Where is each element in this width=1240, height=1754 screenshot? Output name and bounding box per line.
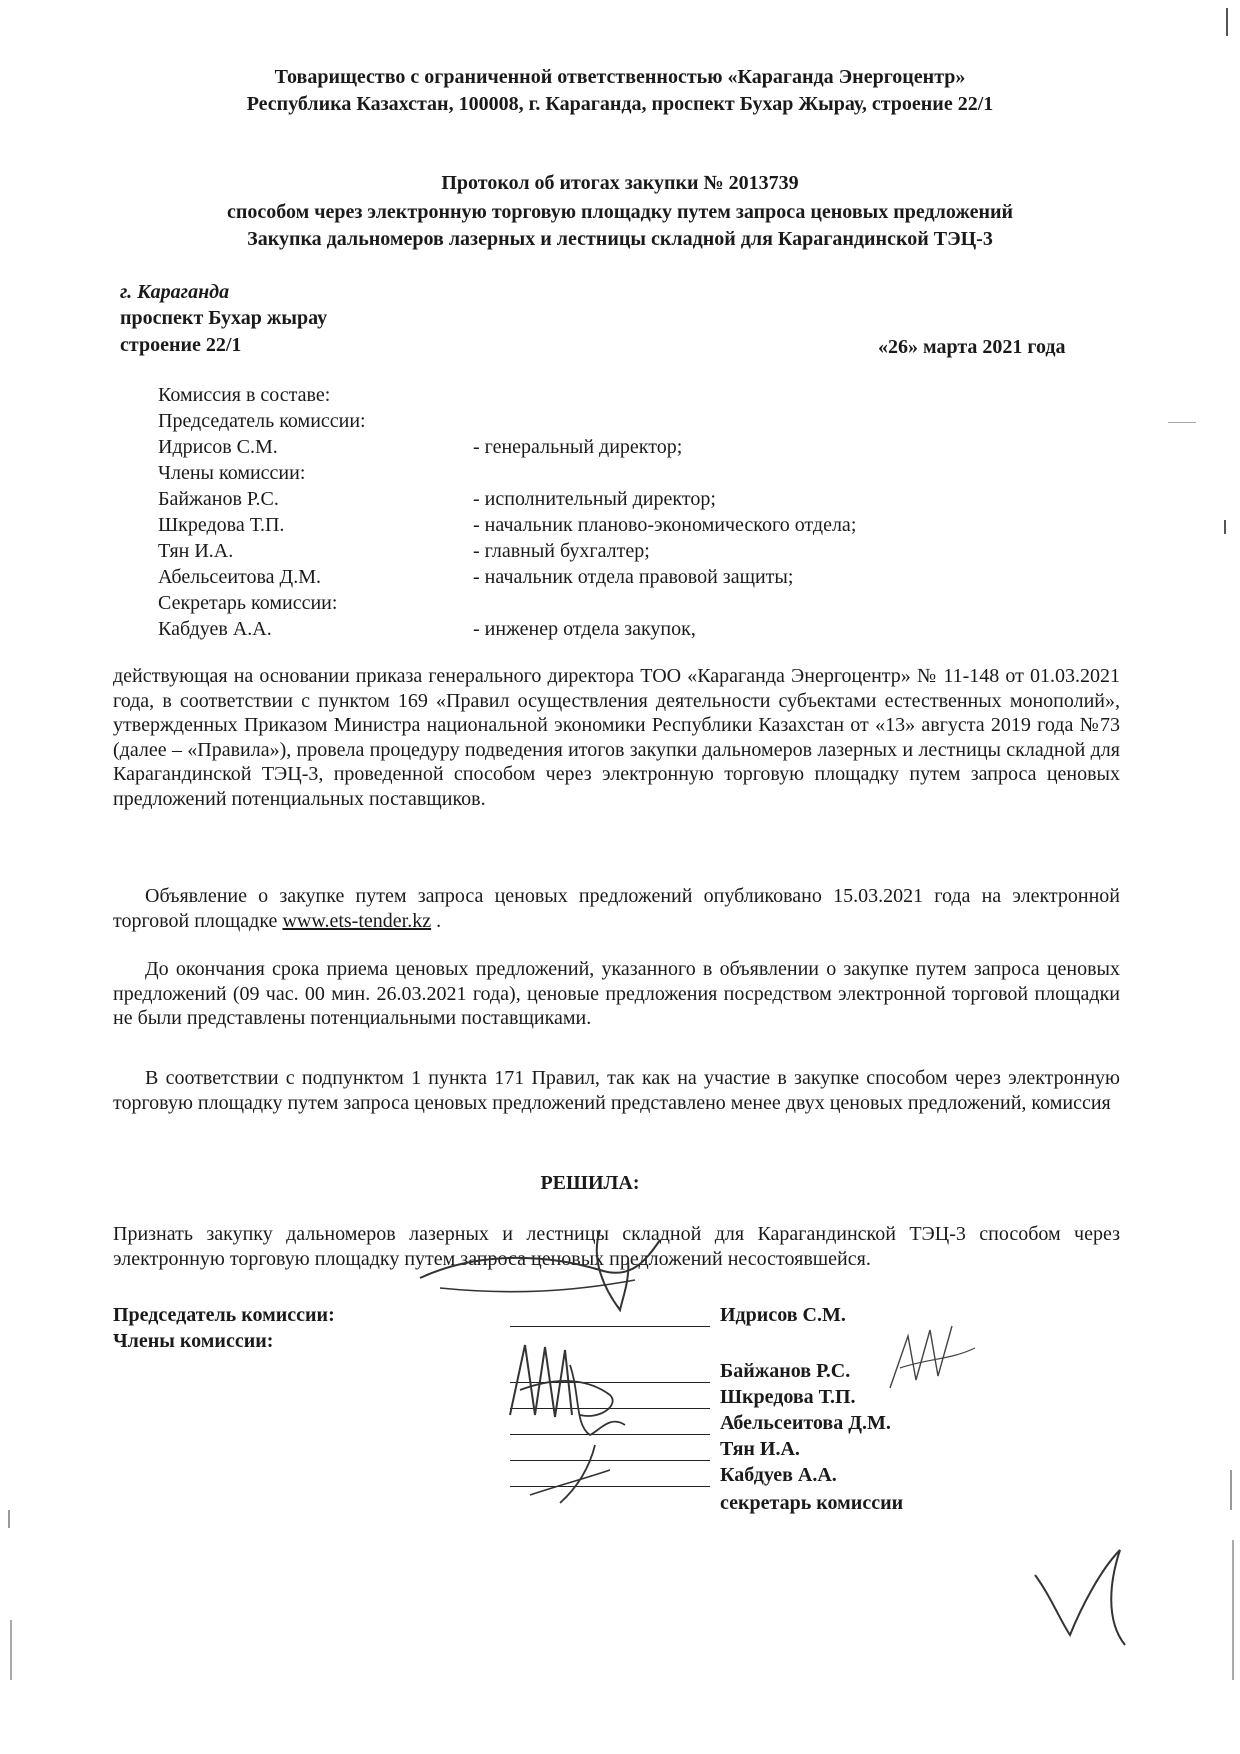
place-city: г. Караганда [120,281,230,303]
scan-artifact [10,1620,12,1680]
member-name: Абельсеитова Д.М. [158,566,321,588]
chair-label: Председатель комиссии: [158,410,366,432]
member-role: - начальник отдела правовой защиты; [473,566,794,588]
sign-secretary-role: секретарь комиссии [720,1492,904,1514]
member-name: Тян И.А. [158,540,234,562]
protocol-subject: Закупка дальномеров лазерных и лестницы складной для Карагандинской ТЭЦ-3 [247,228,993,250]
secretary-name: Кабдуев А.А. [158,618,272,640]
secretary-role: - инженер отдела закупок, [473,618,696,640]
chair-name: Идрисов С.М. [158,436,278,458]
decision-heading: РЕШИЛА: [540,1172,640,1194]
rule-paragraph: В соответствии с подпунктом 1 пункта 171 Правил, так как на участие в закупке способом через электронную торговую площадку путем запроса ценовых предложений представлено менее двух ценовых предложений, комиссия [113,1067,1120,1114]
basis-paragraph: действующая на основании приказа генерального директора ТОО «Караганда Энергоцентр» № 11-148 от 01.03.2021 года, в соответствии с пунктом 169 «Правил осуществления деятельности субъектами естественных монополий», утвержденных Приказом Министра национальной экономики Республики Казахстан от «13» августа 2019 года №73 (далее – «Правила»), провела процедуру подведения итогов закупки дальномеров лазерных и лестницы складной для Карагандинской ТЭЦ-3, проведенной способом через электронную торговую площадку путем запроса ценовых предложений потенциальных поставщиков. [113,665,1120,810]
sign-members-label: Члены комиссии: [113,1330,274,1352]
announcement-paragraph [113,884,1120,933]
sign-member-name: Тян И.А. [720,1438,800,1460]
members-label: Члены комиссии: [158,462,306,484]
commission-heading: Комиссия в составе: [158,384,331,406]
sign-member-name: Байжанов Р.С. [720,1360,851,1382]
scan-artifact [1232,1540,1234,1680]
scan-artifact [1226,8,1228,36]
sign-member-name: Кабдуев А.А. [720,1464,837,1486]
scan-artifact [1224,520,1226,534]
organization-address: Республика Казахстан, 100008, г. Караганда, проспект Бухар Жырау, строение 22/1 [246,93,994,115]
protocol-date: «26» марта 2021 года [878,336,1066,358]
sign-member-name: Шкредова Т.П. [720,1386,856,1408]
sign-chair-label: Председатель комиссии: [113,1304,335,1326]
scan-artifact [1230,1470,1232,1510]
place-street: проспект Бухар жырау [120,307,328,329]
member-role: - исполнительный директор; [473,488,716,510]
chair-signature-image [390,1200,700,1320]
decision-paragraph: Признать закупку дальномеров лазерных и лестницы складной для Карагандинской ТЭЦ-3 способом через электронную торговую площадку путем запроса ценовых предложений несостоявшейся. [113,1223,1120,1270]
sign-chair-name: Идрисов С.М. [720,1304,846,1326]
member-role: - начальник планово-экономического отдела; [473,514,857,536]
corner-signature-image [1030,1540,1150,1650]
member-name: Шкредова Т.П. [158,514,285,536]
chair-role: - генеральный директор; [473,436,683,458]
sign-member-name: Абельсеитова Д.М. [720,1412,891,1434]
members-signature-image [500,1335,660,1505]
tender-site-link[interactable]: www.ets-tender.kz [282,909,432,932]
member-signature-image [880,1318,990,1408]
scan-artifact [1168,422,1196,423]
protocol-method: способом через электронную торговую площадку путем запроса ценовых предложений [226,201,1014,223]
secretary-label: Секретарь комиссии: [158,592,338,614]
protocol-title: Протокол об итогах закупки № 2013739 [441,172,799,194]
organization-name: Товарищество с ограниченной ответственностью «Караганда Энергоцентр» [274,66,966,88]
member-role: - главный бухгалтер; [473,540,650,562]
scan-artifact [8,1510,10,1528]
announcement-text: Объявление о закупке путем запроса ценовых предложений опубликовано 15.03.2021 года на электронной торговой площадке [113,885,1120,932]
deadline-paragraph: До окончания срока приема ценовых предложений, указанного в объявлении о закупке путем запроса ценовых предложений (09 час. 00 мин. 26.03.2021 года), ценовые предложения посредством электронной торговой площадки не были представлены потенциальными поставщиками. [113,958,1120,1029]
place-building: строение 22/1 [120,334,242,356]
signature-line [510,1326,710,1327]
announcement-end: . [431,909,442,932]
member-name: Байжанов Р.С. [158,488,279,510]
